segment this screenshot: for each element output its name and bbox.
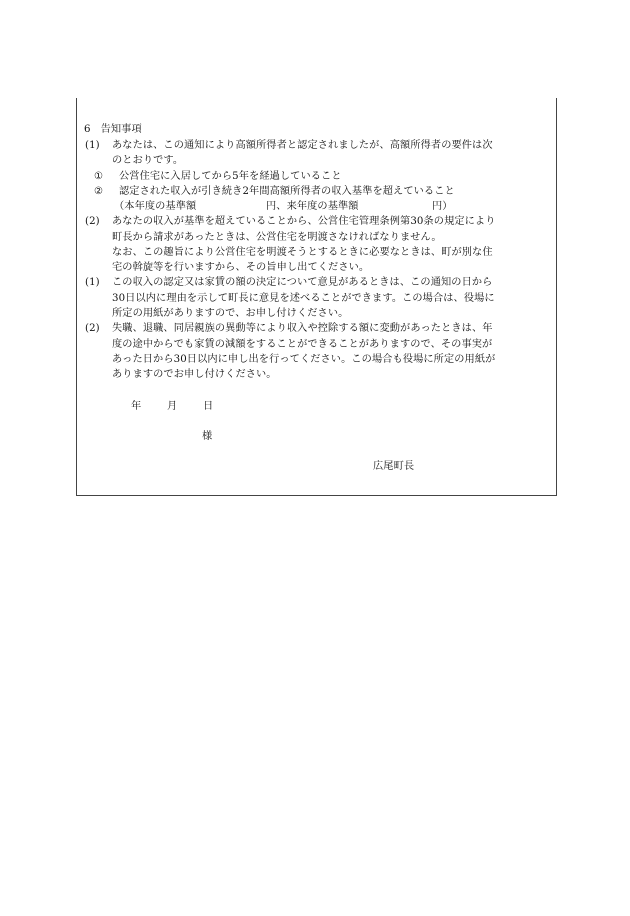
item-4-line-2: 度の途中からでも家賃の減額をすることができることがありますので、その事実が [112, 339, 493, 350]
item-3-line-2: 30日以内に理由を示して町長に意見を述べることができます。この場合は、役場に [112, 293, 495, 304]
item-3-line-3: 所定の用紙がありますので、お申し付けください。 [112, 308, 349, 319]
date-day: 日 [203, 401, 214, 412]
heading-number: 6 [84, 124, 91, 135]
date-year: 年 [131, 401, 142, 412]
item-1-marker: (1) [85, 140, 100, 151]
sub-item-1-text: 公営住宅に入居してから5年を経過していること [119, 171, 342, 182]
sub-item-2-text: 認定された収入が引き続き2年間高額所得者の収入基準を超えていること [119, 186, 455, 197]
item-4-line-3: あった日から30日以内に申し出を行ってください。この場合も役場に所定の用紙が [112, 354, 496, 365]
item-4-line-4: ありますのでお申し付けください。 [112, 369, 277, 380]
date-month: 月 [167, 401, 178, 412]
recipient-honorific: 様 [202, 431, 213, 442]
item-1-line-1: あなたは、この通知により高額所得者と認定されましたが、高額所得者の要件は次 [112, 140, 493, 151]
sub-item-2-marker: ② [94, 186, 104, 197]
standard-mid: 円、来年度の基準額 [266, 201, 359, 212]
item-3-marker: (1) [85, 277, 100, 288]
item-2-line-3: なお、この趣旨により公営住宅を明渡そうとするときに必要なときは、町が別な住 [112, 247, 493, 258]
item-2-line-1: あなたの収入が基準を超えていることから、公営住宅管理条例第30条の規定により [112, 216, 496, 227]
standard-close: 円） [432, 201, 453, 212]
item-1-line-2: のとおりです。 [112, 155, 184, 166]
section-heading [84, 123, 142, 137]
standard-open: （本年度の基準額 [114, 201, 197, 212]
item-2-line-2: 町長から請求があったときは、公営住宅を明渡さなければなりません。 [112, 232, 442, 243]
item-4-marker: (2) [85, 323, 100, 334]
item-4-line-1: 失職、退職、同居親族の異動等により収入や控除する額に変動があったときは、年 [112, 323, 493, 334]
item-2-line-4: 宅の斡旋等を行いますから、その旨申し出てください。 [112, 262, 370, 273]
item-2-marker: (2) [85, 216, 100, 227]
item-3-line-1: この収入の認定又は家賃の額の決定について意見があるときは、この通知の日から [112, 277, 493, 288]
heading-title: 告知事項 [100, 124, 142, 135]
sub-item-1-marker: ① [94, 171, 104, 182]
issuer-name: 広尾町長 [373, 461, 415, 472]
